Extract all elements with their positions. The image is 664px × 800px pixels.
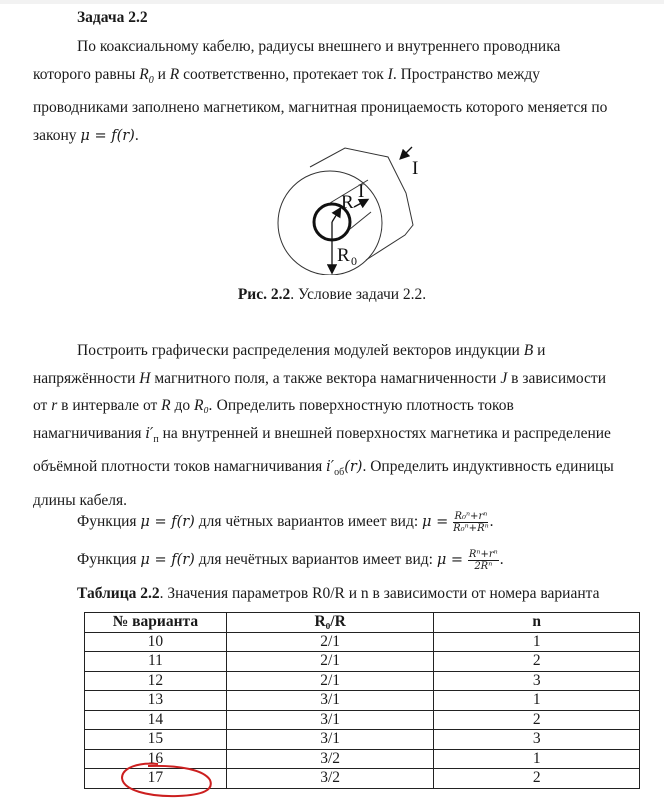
label-outer-current: I [412, 158, 419, 179]
table-row-highlighted: 17 3/2 2 [85, 769, 640, 789]
label-r0-sub: 0 [351, 254, 357, 268]
odd-formula-fraction: $\frac{\text{Rⁿ+rⁿ}}{\text{2Rⁿ}}$ [468, 549, 498, 572]
label-r0: R [337, 245, 350, 266]
task-line-6: длины кабеля. [33, 491, 127, 509]
outer-current-arrow [401, 147, 412, 158]
table-header-row [85, 613, 640, 633]
table-row: 14 3/1 2 [85, 710, 640, 730]
table-row: 10 2/1 1 [85, 632, 640, 652]
mu-formula: μ = f(r) [80, 127, 135, 144]
intro-line-4: закону μ = f(r). [33, 126, 139, 144]
even-formula-fraction: $\frac{\text{R₀ⁿ+rⁿ}}{\text{R₀ⁿ+Rⁿ}}$ [453, 511, 489, 534]
intro-line-1: По коаксиальному кабелю, радиусы внешнего и внутреннего проводника [77, 38, 561, 55]
label-r: R [341, 192, 354, 213]
table-row: 15 3/1 3 [85, 730, 640, 750]
task-line-2: напряжённости H магнитного поля, а также вектора намагниченности J в зависимости [33, 369, 607, 387]
figure-caption: Рис. 2.2. Условие задачи 2.2. [237, 286, 427, 303]
even-function-line: Функция μ = f(r) для чётных вариантов имеет вид: μ = $\frac{\text{R₀ⁿ+rⁿ}}{\text{R₀ⁿ+Rⁿ}}$ . [77, 511, 494, 534]
problem-heading: Задача 2.2 [77, 9, 148, 26]
task-line-3: от r в интервале от R до R₀. Определить поверхностную плотность токов [33, 397, 514, 414]
task-line-1: Построить графически распределения модулей векторов индукции B и [77, 342, 546, 359]
table-row: 13 3/1 1 [85, 691, 640, 711]
task-line-5: объёмной плотности токов намагничивания $i'_{об}(r)$. Определить индуктивность единицы [33, 458, 614, 479]
task-paragraph [33, 337, 633, 514]
header-variant: № варианта [85, 613, 227, 633]
header-n: n [434, 613, 640, 633]
intro-line-2: которого равны $R_0$ и R соответственно, протекает ток I. Пространство между [33, 65, 540, 86]
radius-r-arrow [332, 209, 340, 222]
label-inner-current: I [358, 181, 365, 202]
header-ratio: R₀/R [226, 613, 434, 633]
page-top-edge [0, 0, 664, 4]
table-row: 12 2/1 3 [85, 671, 640, 691]
intro-paragraph [33, 33, 633, 150]
table-row: 16 3/2 1 [85, 749, 640, 769]
intro-line-3: проводниками заполнено магнетиком, магнитная проницаемость которого меняется по [33, 99, 608, 117]
variants-table [84, 612, 640, 789]
table-title: Таблица 2.2. Значения параметров R0/R и n в зависимости от номера варианта [77, 585, 600, 602]
coaxial-cable-diagram [270, 145, 430, 275]
odd-function-line: Функция μ = f(r) для нечётных вариантов имеет вид: μ = $\frac{\text{Rⁿ+rⁿ}}{\text{2Rⁿ}}$ . [77, 549, 504, 572]
task-line-4: намагничивания $i'_п$ на внутренней и внешней поверхностях магнетика и распределение [33, 424, 611, 445]
table-row: 11 2/1 2 [85, 652, 640, 672]
